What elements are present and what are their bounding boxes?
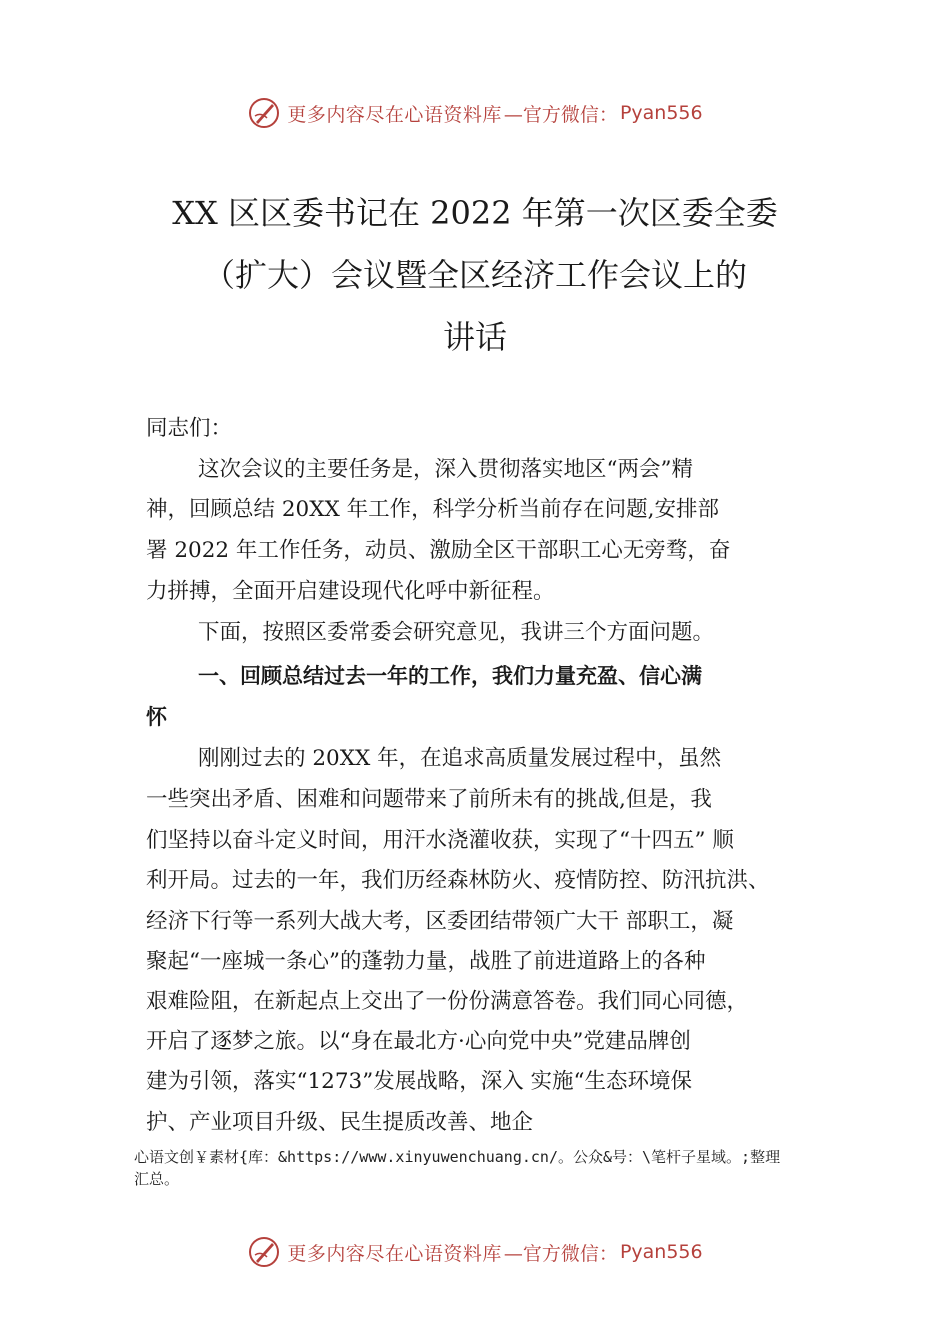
paragraph-3-line: 艰难险阻，在新起点上交出了一份份满意答卷。我们同心同德， — [146, 989, 749, 1014]
title-line-1: XX 区区委书记在 2022 年第一次区委全委 — [172, 194, 778, 232]
paragraph-1-line: 神，回顾总结 20XX 年工作，科学分析当前存在问题,安排部 — [146, 497, 719, 522]
paragraph-1-line: 署 2022 年工作任务，动员、激励全区干部职工心无旁骛，奋 — [146, 538, 731, 563]
paragraph-3-line: 建为引领，落实“1273”发展战略，深入 实施“生态环境保 — [146, 1069, 693, 1094]
salutation: 同志们： — [146, 416, 233, 441]
document-title — [100, 182, 850, 368]
banner-text: 更多内容尽在心语资料库 — [287, 1242, 502, 1265]
paragraph-3-line: 利开局。过去的一年，我们历经森林防火、疫情防控、防汛抗洪、 — [146, 868, 770, 893]
paragraph-3-line: 聚起“一座城一条心”的蓬勃力量，战胜了前进道路上的各种 — [146, 949, 706, 974]
banner-wechat-id: Pyan556 — [619, 102, 703, 124]
paragraph-3-line: 护、产业项目升级、民生提质改善、地企 — [146, 1110, 534, 1135]
quill-seal-logo-icon — [247, 1235, 281, 1269]
banner-wechat-id: Pyan556 — [619, 1241, 703, 1263]
section-heading-1: 一、回顾总结过去一年的工作，我们力量充盈、信心满 — [198, 664, 702, 688]
banner-separator: —官方微信： — [503, 1242, 618, 1265]
paragraph-3-line: 经济下行等一系列大战大考，区委团结带领广大干 部职工，凝 — [146, 909, 734, 934]
title-line-2: （扩大）会议暨全区经济工作会议上的 — [202, 256, 747, 294]
footnote-line-2: 汇总。 — [134, 1170, 180, 1188]
banner-text: 更多内容尽在心语资料库 — [287, 103, 502, 126]
footnote-line-1: 心语文创￥素材{库：&https://www.xinyuwenchuang.cn/。公众&号：\笔杆子星域。;整理 — [134, 1148, 781, 1166]
quill-seal-logo-icon — [247, 96, 281, 130]
title-line-3: 讲话 — [442, 318, 507, 356]
paragraph-3-line: 们坚持以奋斗定义时间，用汗水浇灌收获，实现了“十四五” 顺 — [146, 828, 734, 853]
banner-separator: —官方微信： — [503, 103, 618, 126]
paragraph-3-line: 刚刚过去的 20XX 年，在追求高质量发展过程中，虽然 — [198, 746, 722, 771]
section-heading-1-cont: 怀 — [146, 705, 167, 729]
paragraph-3-line: 开启了逐梦之旅。以“身在最北方·心向党中央”党建品牌创 — [146, 1029, 691, 1054]
source-footnote — [134, 1146, 834, 1190]
paragraph-2: 下面，按照区委常委会研究意见，我讲三个方面问题。 — [198, 620, 715, 645]
paragraph-1-line: 这次会议的主要任务是，深入贯彻落实地区“两会”精 — [198, 457, 693, 482]
paragraph-3-line: 一些突出矛盾、困难和问题带来了前所未有的挑战,但是，我 — [146, 787, 712, 812]
paragraph-1-line: 力拼搏，全面开启建设现代化呼中新征程。 — [146, 579, 555, 604]
header-banner — [0, 93, 950, 133]
footer-banner — [0, 1232, 950, 1272]
